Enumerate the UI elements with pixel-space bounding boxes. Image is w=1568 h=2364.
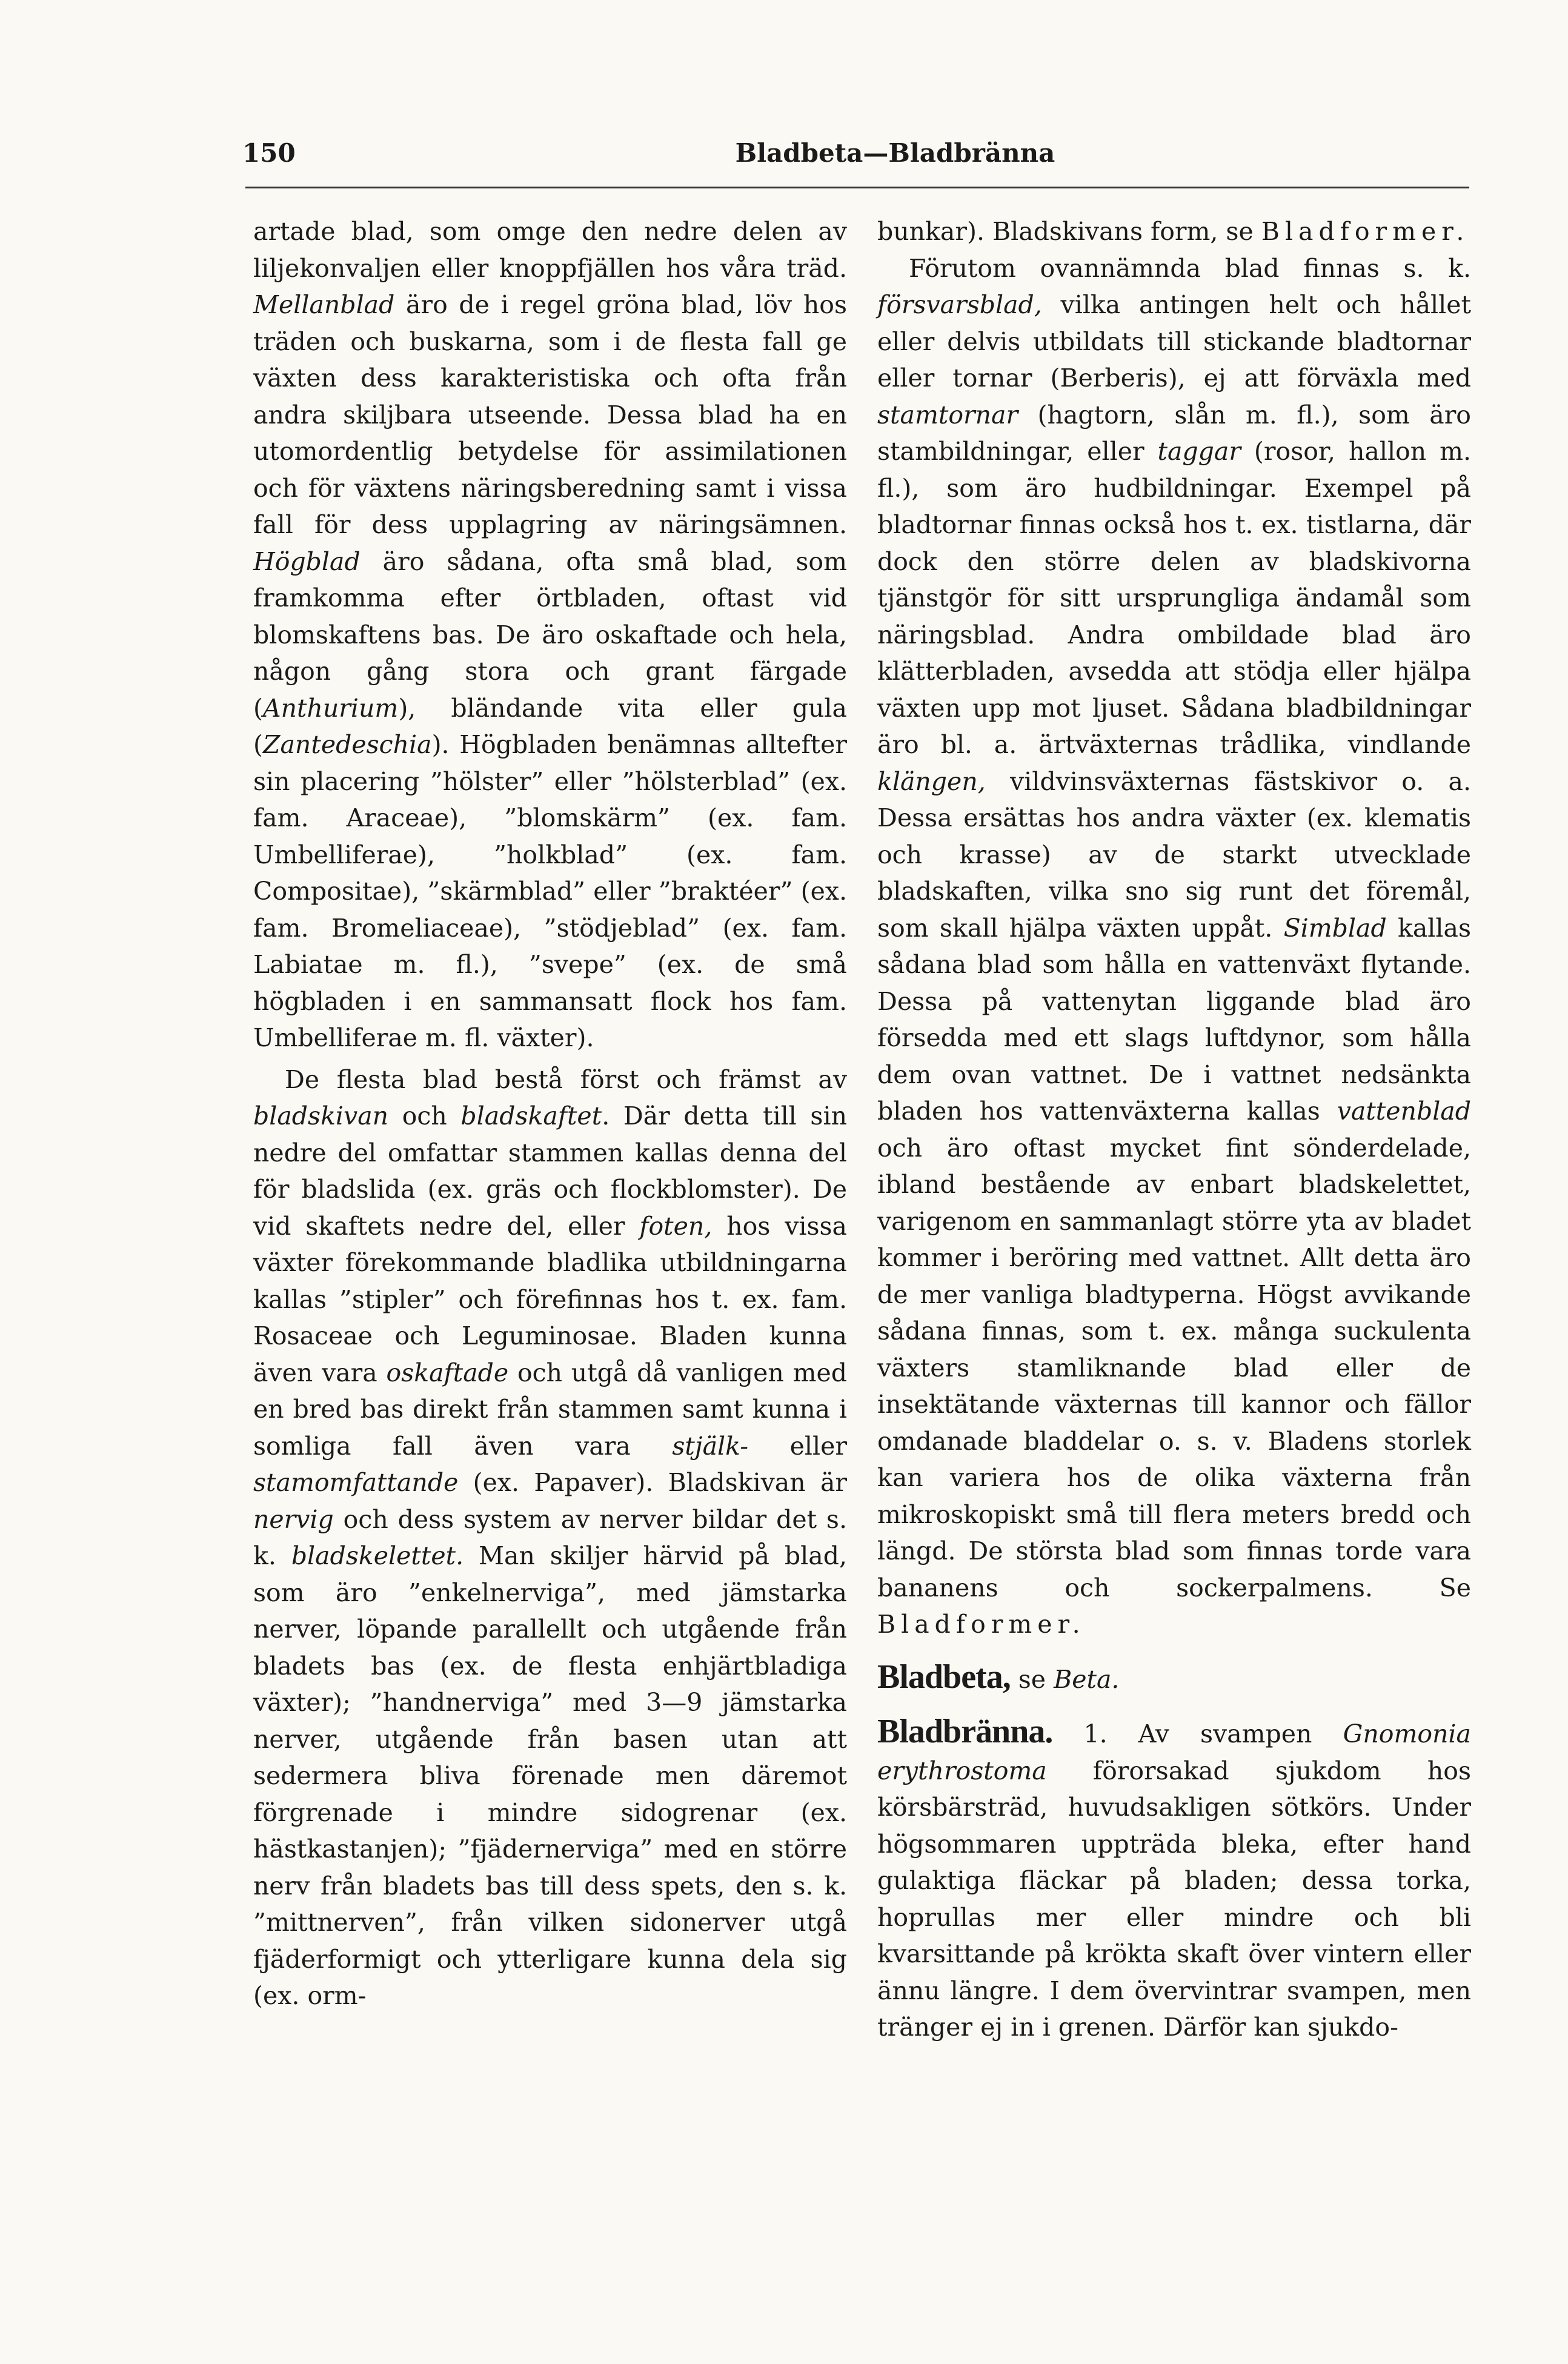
right-column [877, 213, 1471, 2046]
cross-reference-beta: Beta. [1054, 1664, 1120, 1694]
text-run: förorsakad sjukdom hos körsbärsträd, huvudsakligen sötkörs. Under högsommaren uppträda bleka, efter hand gulaktiga fläckar på bladen; dessa torka, hoprullas mer eller mindre och bli kvarsittande på krökta skaft över vintern eller ännu längre. I dem övervintrar svampen, men tränger ej in i grenen. Därför kan sjukdo- [877, 1756, 1471, 2042]
term-mellanblad: Mellanblad [253, 290, 395, 319]
header-rule [245, 187, 1469, 188]
text-run: och [388, 1101, 461, 1131]
text-run: kallas sådana blad som hålla en vattenväxt flytande. Dessa på vattenytan liggande blad äro försedda med ett slags luftdynor, som hålla dem ovan vattnet. De i vattnet nedsänkta bladen hos vattenväxterna kallas [877, 913, 1471, 1126]
headword-bladbranna: Bladbränna. [877, 1713, 1053, 1750]
left-paragraph-2 [253, 1061, 847, 2014]
text-run: 1. Av svampen [1052, 1719, 1343, 1748]
text-run: äro de i regel gröna blad, löv hos träden och buskarna, som i de flesta fall ge växten dess karakteristiska och ofta från andra skiljbara utseende. Dessa blad ha en utomordentlig betydelse för assimilationen och för växtens näringsberedning samt i vissa fall för dess upplagring av näringsämnen. [253, 290, 847, 539]
text-run: vildvinsväxternas fästskivor o. a. Dessa ersättas hos andra växter (ex. klematis och krasse) av de starkt utvecklade bladskaften, vilka sno sig runt det föremål, som skall hjälpa växten uppåt. [877, 766, 1471, 943]
text-run: . Där detta till sin nedre del omfattar stammen kallas denna del för bladslida (ex. gräs och flockblomster). De vid skaftets nedre del, eller [253, 1101, 847, 1241]
text-run: vilka antingen helt och hållet eller delvis utbildats till stickande bladtornar eller tornar (Berberis), ej att förväxla med [877, 290, 1471, 393]
term-foten: foten, [639, 1211, 713, 1241]
text-run: äro sådana, ofta små blad, som framkomma efter örtbladen, oftast vid blomskaftens bas. De äro oskaftade och hela, någon gång stora och grant färgade ( [253, 546, 847, 723]
entry-bladbeta [877, 1659, 1471, 1698]
text-run: ), bländande vita eller gula ( [253, 693, 847, 759]
page-number: 150 [242, 138, 296, 168]
text-run: artade blad, som omge den nedre delen av liljekonvaljen eller knoppfjällen hos våra träd. [253, 217, 847, 283]
text-run: De flesta blad bestå först och främst av [285, 1064, 847, 1094]
text-run: eller [748, 1431, 847, 1461]
text-run: hos vissa växter förekommande bladlika utbildningarna kallas ”stipler” och förefinnas hos t. ex. fam. Rosaceae och Leguminosae. Bladen kunna även vara [253, 1211, 848, 1387]
text-run: (ex. Papaver). Bladskivan är [458, 1468, 847, 1497]
species-gnomonia: Gnomonia erythrostoma [877, 1719, 1471, 1785]
text-run: (rosor, hallon m. fl.), som äro hudbildningar. Exempel på bladtornar finnas också hos t. ex. tistlarna, där dock den större delen av bladskivorna tjänstgör för sitt ursprungliga ändamål som näringsblad. Andra ombildade blad äro klätterbladen, avsedda att stödja eller hjälpa växten upp mot ljuset. Sådana bladbildningar äro bl. a. ärtväxternas trådlika, vindlande [877, 437, 1471, 759]
text-run: (hagtorn, slån m. fl.), som äro stambildningar, eller [877, 400, 1471, 466]
term-vattenblad: vattenblad [1337, 1097, 1471, 1126]
text-run: ). Högbladen benämnas alltefter sin placering ”hölster” eller ”hölsterblad” (ex. fam. Araceae), ”blomskärm” (ex. fam. Umbelliferae), ”holkblad” (ex. fam. Compositae), ”skärmblad” eller ”braktéer” (ex. fam. Bromeliaceae), ”stödjeblad” (ex. fam. Labiatae m. fl.), ”svepe” (ex. de små högbladen i en sammansatt flock hos fam. Umbelliferae m. fl. växter). [253, 730, 847, 1052]
running-head: Bladbeta—Bladbränna [735, 138, 1055, 168]
text-run: se [1010, 1664, 1054, 1694]
text-run: och utgå då vanligen med en bred bas direkt från stammen samt kunna i somliga fall även vara [253, 1358, 847, 1461]
cross-reference-bladformer: Bladformer. [877, 1610, 1086, 1639]
genus-anthurium: Anthurium [263, 693, 399, 723]
left-column [253, 213, 847, 2014]
right-paragraph-1 [877, 213, 1471, 250]
term-stamomfattande: stamomfattande [253, 1468, 459, 1497]
term-forsvarsblad: försvarsblad, [877, 290, 1042, 319]
entry-bladbranna [877, 1713, 1471, 2046]
page-header [242, 138, 1469, 174]
headword-bladbeta: Bladbeta, [877, 1658, 1011, 1696]
text-run: bunkar). Bladskivans form, se [877, 217, 1261, 246]
term-nervig: nervig [253, 1504, 334, 1534]
term-bladskivan: bladskivan [253, 1101, 389, 1131]
text-run: Förutom ovannämnda blad finnas s. k. [909, 253, 1471, 283]
right-paragraph-2 [877, 250, 1471, 1643]
text-run: och äro oftast mycket fint sönderdelade, ibland bestående av enbart bladskelettet, varigenom en sammanlagt större yta av bladet kommer i beröring med vattnet. Allt detta äro de mer vanliga bladtyperna. Högst avvikande sådana finnas, som t. ex. många suckulenta växters stamliknande blad eller de insektätande växternas till kannor och fällor omdanade bladdelar o. s. v. Bladens storlek kan variera hos de olika växterna från mikroskopiskt små till flera meters bredd och längd. De största blad som finnas torde vara bananens och sockerpalmens. Se [877, 1133, 1471, 1602]
term-bladskaftet: bladskaftet [460, 1101, 602, 1131]
left-paragraph-1 [253, 213, 847, 1057]
term-stamtornar: stamtornar [877, 400, 1018, 430]
text-run: och dess system av nerver bildar det s. k. [253, 1504, 847, 1570]
genus-zantedeschia: Zantedeschia [263, 730, 432, 759]
term-bladskelettet: bladskelettet. [291, 1541, 464, 1570]
term-simblad: Simblad [1283, 913, 1387, 943]
cross-reference-bladformer: Bladformer. [1261, 217, 1470, 246]
term-oskaftade: oskaftade [386, 1358, 509, 1387]
text-run: Man skiljer härvid på blad, som äro ”enkelnerviga”, med jämstarka nerver, löpande parallellt och utgående från bladets bas (ex. de flesta enhjärtbladiga växter); ”handnerviga” med 3—9 jämstarka nerver, utgående från basen utan att sedermera bliva förenade men däremot förgrenade i mindre sidogrenar (ex. hästkastanjen); ”fjädernerviga” med en större nerv från bladets bas till dess spets, den s. k. ”mittnerven”, från vilken sidonerver utgå fjäderformigt och ytterligare kunna dela sig (ex. orm- [253, 1541, 847, 2010]
term-taggar: taggar [1157, 437, 1241, 466]
term-stjalk: stjälk- [672, 1431, 749, 1461]
term-hogblad: Högblad [253, 546, 360, 576]
term-klangen: klängen, [877, 766, 986, 796]
